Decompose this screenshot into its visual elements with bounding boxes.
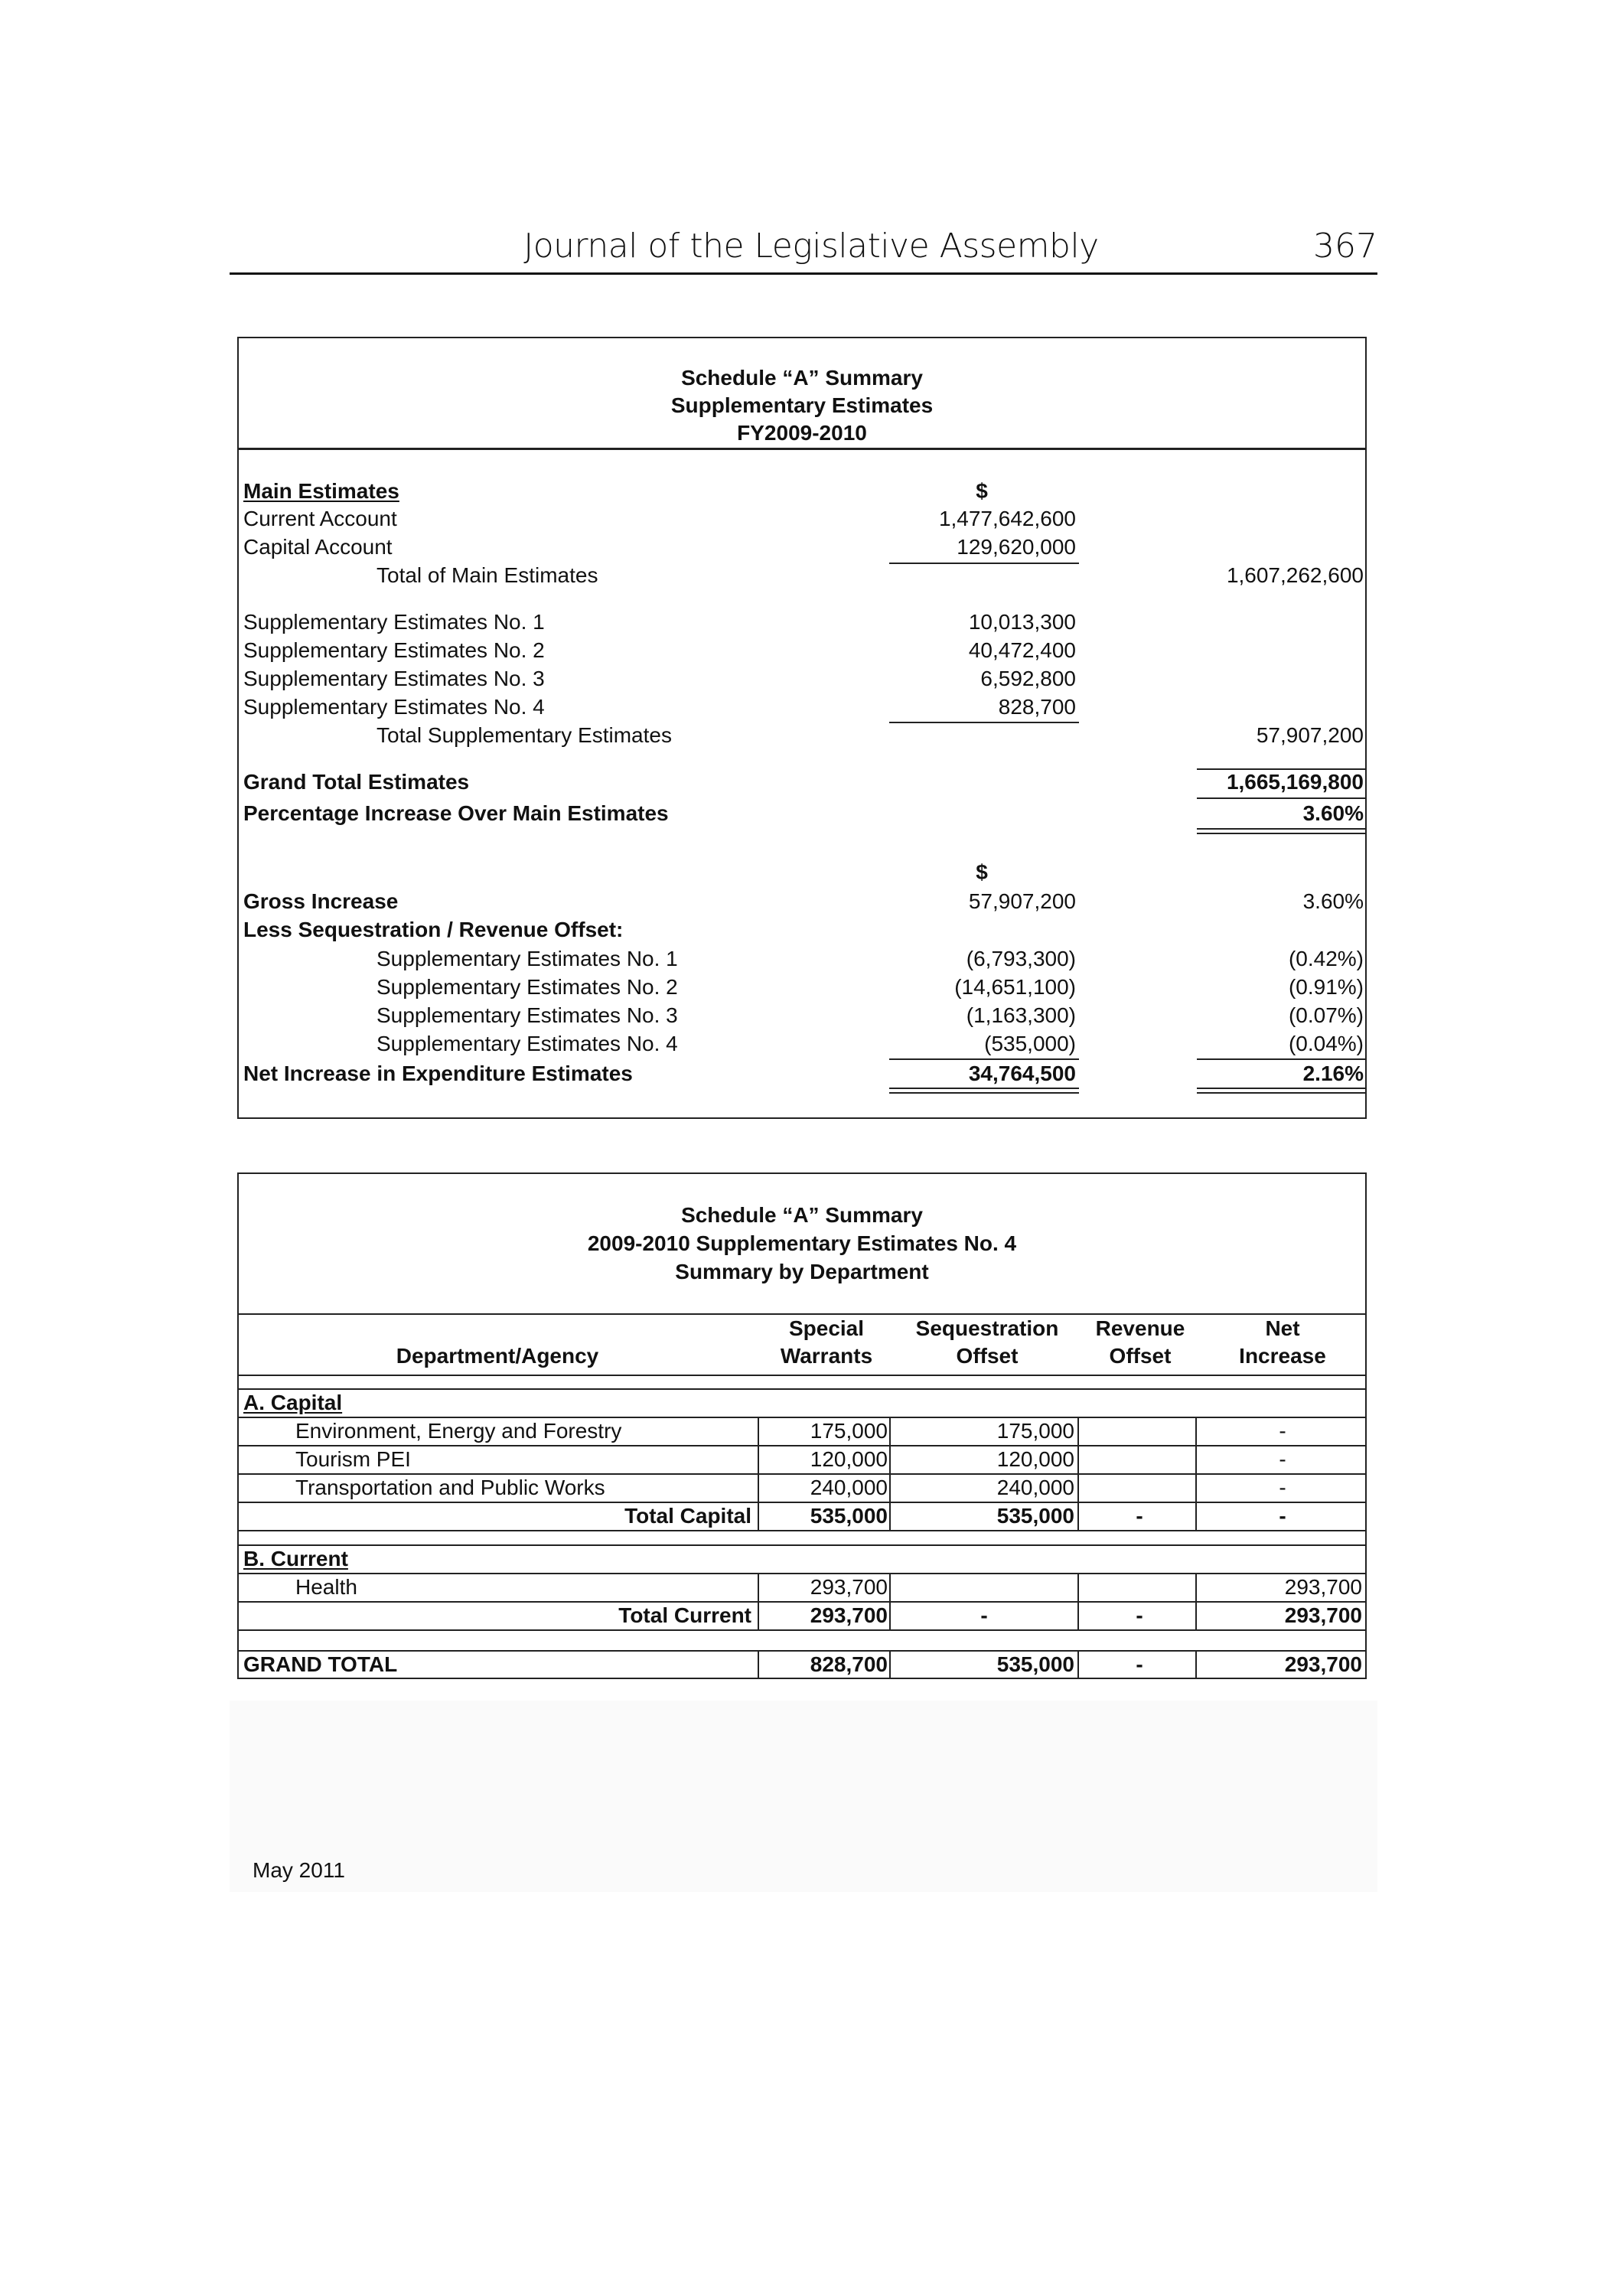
supp-est-4-label: Supplementary Estimates No. 4 [243, 695, 545, 719]
offset-3-pct: (0.07%) [1288, 1003, 1364, 1027]
net-increase-pct: 2.16% [1302, 1062, 1364, 1085]
header-rule [230, 272, 1377, 275]
total-current-special: 293,700 [810, 1603, 888, 1627]
percentage-rule-1 [1197, 828, 1367, 830]
net-increase-rule-2 [889, 1092, 1079, 1094]
s2-grand-total-rev: - [1136, 1652, 1143, 1676]
offset-1-label: Supplementary Estimates No. 1 [376, 947, 678, 970]
dept-tourism-seq: 120,000 [996, 1447, 1074, 1471]
supp-subtotal-rule [889, 722, 1079, 723]
capital-heading: A. Capital [243, 1391, 343, 1414]
total-supp-estimates-value: 57,907,200 [1256, 723, 1364, 747]
capital-account-value: 129,620,000 [957, 535, 1076, 559]
journal-title: Journal of the Legislative Assembly [523, 227, 1099, 266]
dept-transport-net: - [1279, 1476, 1286, 1499]
gross-increase-value: 57,907,200 [968, 889, 1076, 913]
currency-symbol-2: $ [976, 860, 988, 884]
total-capital-net: - [1279, 1504, 1286, 1528]
schedule-1-title-line-3: FY2009-2010 [737, 421, 867, 445]
offset-2-label: Supplementary Estimates No. 2 [376, 975, 678, 999]
s2-grand-total-special: 828,700 [810, 1652, 888, 1676]
footer-date: May 2011 [253, 1858, 345, 1882]
net-pct-rule-2 [1197, 1092, 1367, 1094]
offset-3-label: Supplementary Estimates No. 3 [376, 1003, 678, 1027]
main-subtotal-rule [889, 563, 1079, 564]
supp-est-3-label: Supplementary Estimates No. 3 [243, 667, 545, 690]
current-heading: B. Current [243, 1547, 348, 1570]
total-current-seq: - [980, 1603, 988, 1627]
dept-health-special: 293,700 [810, 1575, 888, 1599]
schedule-2-title-line-2: 2009-2010 Supplementary Estimates No. 4 [587, 1231, 1017, 1255]
schedule-1-title-divider [237, 448, 1367, 450]
col-divider-1-grand [758, 1650, 759, 1678]
total-current-label: Total Current [618, 1603, 751, 1627]
dept-tourism-net: - [1279, 1447, 1286, 1471]
offset-4-label: Supplementary Estimates No. 4 [376, 1032, 678, 1055]
col-divider-4-capital [1195, 1417, 1197, 1531]
col-divider-3-current [1077, 1573, 1079, 1631]
total-capital-rev: - [1136, 1504, 1143, 1528]
current-account-value: 1,477,642,600 [938, 507, 1076, 530]
net-pct-rule-1 [1197, 1088, 1367, 1089]
grand-total-label: Grand Total Estimates [243, 770, 470, 794]
total-current-rev: - [1136, 1603, 1143, 1627]
main-estimates-heading: Main Estimates [243, 479, 399, 503]
capital-top-rule [237, 1388, 1367, 1390]
offset-4-pct: (0.04%) [1288, 1032, 1364, 1055]
col-special-1: Special [788, 1316, 865, 1340]
offset-2-pct: (0.91%) [1288, 975, 1364, 999]
dept-env-net: - [1279, 1419, 1286, 1443]
dept-health-name: Health [295, 1575, 357, 1599]
dept-tourism-special: 120,000 [810, 1447, 888, 1471]
col-net-1: Net [1265, 1316, 1300, 1340]
supp-est-2-label: Supplementary Estimates No. 2 [243, 638, 545, 662]
supp-est-3-value: 6,592,800 [980, 667, 1076, 690]
offset-1-pct: (0.42%) [1288, 947, 1364, 970]
schedule-1-title-line-1: Schedule “A” Summary [681, 366, 923, 390]
col-seq-2: Offset [956, 1344, 1019, 1368]
total-capital-seq: 535,000 [996, 1504, 1074, 1528]
current-account-label: Current Account [243, 507, 397, 530]
total-supp-estimates-label: Total Supplementary Estimates [376, 723, 672, 747]
page-number: 367 [1313, 227, 1377, 266]
total-current-net: 293,700 [1284, 1603, 1362, 1627]
gross-increase-label: Gross Increase [243, 889, 399, 913]
col-divider-2-current [889, 1573, 891, 1631]
schedule-2-title-line-1: Schedule “A” Summary [681, 1203, 923, 1227]
dept-tourism-name: Tourism PEI [295, 1447, 411, 1471]
net-increase-rule-1 [889, 1088, 1079, 1089]
capital-account-label: Capital Account [243, 535, 393, 559]
supp-est-1-label: Supplementary Estimates No. 1 [243, 610, 545, 634]
s2-grand-total-label: GRAND TOTAL [243, 1652, 398, 1676]
gross-increase-pct: 3.60% [1302, 889, 1364, 913]
offset-4-value: (535,000) [984, 1032, 1076, 1055]
schedule-2-title-line-3: Summary by Department [675, 1260, 929, 1283]
col-rev-2: Offset [1109, 1344, 1172, 1368]
net-increase-label: Net Increase in Expenditure Estimates [243, 1062, 633, 1085]
scan-shade [230, 1701, 1377, 1892]
percentage-rule-2 [1197, 833, 1367, 834]
total-capital-label: Total Capital [624, 1504, 751, 1528]
capital-rule-4 [237, 1530, 1367, 1531]
col-divider-2-capital [889, 1417, 891, 1531]
col-seq-1: Sequestration [915, 1316, 1059, 1340]
col-divider-4-grand [1195, 1650, 1197, 1678]
dept-transport-seq: 240,000 [996, 1476, 1074, 1499]
dept-transport-name: Transportation and Public Works [295, 1476, 605, 1499]
offset-1-value: (6,793,300) [966, 947, 1076, 970]
grand-total-value: 1,665,169,800 [1226, 770, 1364, 794]
supp-est-2-value: 40,472,400 [968, 638, 1076, 662]
supp-est-4-value: 828,700 [998, 695, 1076, 719]
total-main-estimates-label: Total of Main Estimates [376, 563, 598, 587]
col-department: Department/Agency [396, 1344, 599, 1368]
total-capital-special: 535,000 [810, 1504, 888, 1528]
col-divider-4-current [1195, 1573, 1197, 1631]
current-top-rule [237, 1544, 1367, 1546]
currency-symbol: $ [976, 479, 988, 503]
percentage-increase-value: 3.60% [1302, 801, 1364, 825]
s2-grand-total-net: 293,700 [1284, 1652, 1362, 1676]
col-divider-1-capital [758, 1417, 759, 1531]
col-special-2: Warrants [780, 1344, 873, 1368]
current-rule-2 [237, 1629, 1367, 1631]
col-divider-3-capital [1077, 1417, 1079, 1531]
col-divider-2-grand [889, 1650, 891, 1678]
supp-est-1-value: 10,013,300 [968, 610, 1076, 634]
dept-health-net: 293,700 [1284, 1575, 1362, 1599]
col-divider-1-current [758, 1573, 759, 1631]
col-net-2: Increase [1239, 1344, 1326, 1368]
col-divider-3-grand [1077, 1650, 1079, 1678]
s2-grand-total-seq: 535,000 [996, 1652, 1074, 1676]
col-rev-1: Revenue [1095, 1316, 1185, 1340]
total-main-estimates-value: 1,607,262,600 [1226, 563, 1364, 587]
dept-env-name: Environment, Energy and Forestry [295, 1419, 622, 1443]
schedule-1-title-line-2: Supplementary Estimates [670, 393, 934, 417]
offset-2-value: (14,651,100) [954, 975, 1076, 999]
dept-env-special: 175,000 [810, 1419, 888, 1443]
less-sequestration-label: Less Sequestration / Revenue Offset: [243, 918, 624, 941]
net-increase-value: 34,764,500 [968, 1062, 1076, 1085]
percentage-increase-label: Percentage Increase Over Main Estimates [243, 801, 669, 825]
dept-env-seq: 175,000 [996, 1419, 1074, 1443]
header-bottom-rule [237, 1375, 1367, 1376]
dept-transport-special: 240,000 [810, 1476, 888, 1499]
offset-3-value: (1,163,300) [966, 1003, 1076, 1027]
grand-total-rule [1197, 797, 1367, 799]
